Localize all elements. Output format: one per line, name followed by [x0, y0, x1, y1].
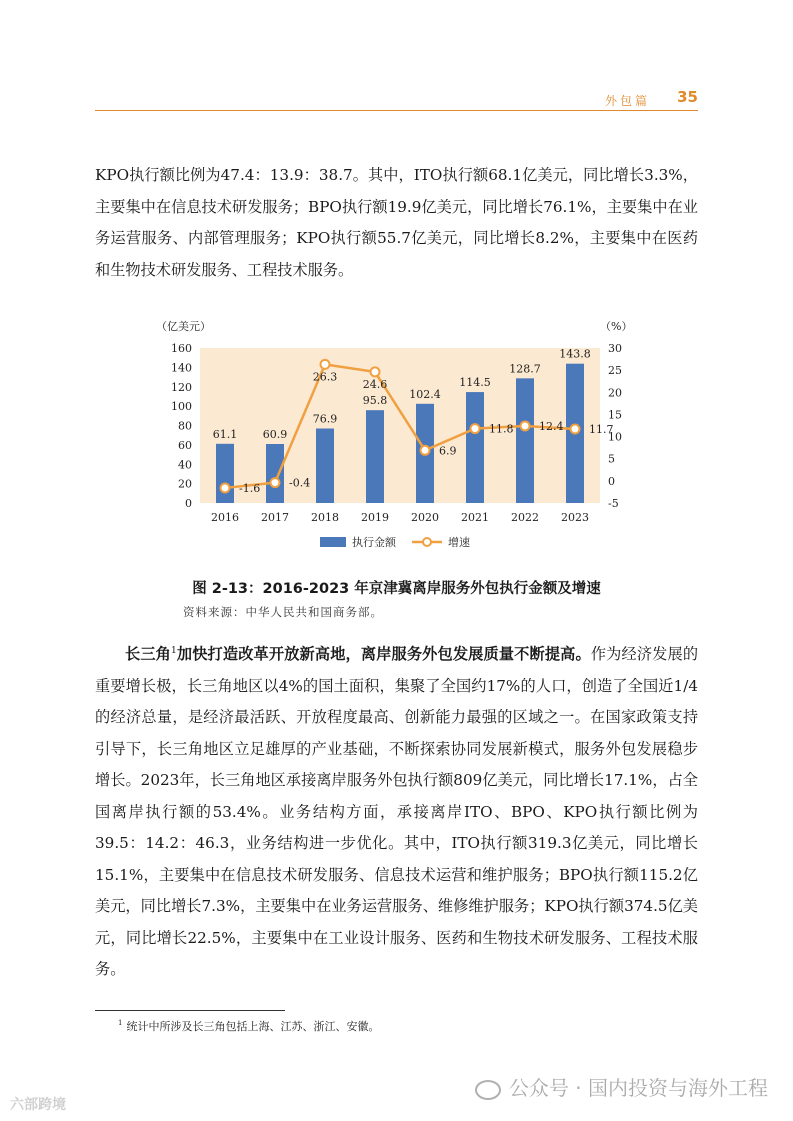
watermark-text: 公众号 · 国内投资与海外工程	[508, 1076, 768, 1100]
bar	[466, 392, 484, 503]
y-axis-right-title: （%）	[600, 320, 633, 333]
footnote	[118, 1018, 379, 1034]
bar-value-label: 128.7	[509, 362, 541, 376]
footnote-mark: 1	[118, 1019, 123, 1028]
growth-point	[321, 360, 330, 369]
y-left-tick-label: 40	[178, 458, 192, 472]
y-right-tick-label: 30	[608, 342, 622, 355]
footnote-divider	[95, 1010, 285, 1011]
x-tick-label: 2023	[561, 511, 589, 524]
bar-line-chart	[150, 318, 650, 563]
y-right-tick-label: 0	[608, 474, 615, 488]
growth-point	[371, 367, 380, 376]
x-tick-label: 2022	[511, 511, 539, 524]
growth-point	[221, 483, 230, 492]
growth-point	[471, 424, 480, 433]
y-right-tick-label: -5	[608, 497, 619, 510]
bold-lead: 长三角	[125, 645, 171, 664]
x-tick-label: 2016	[211, 511, 239, 524]
growth-value-label: 6.9	[439, 444, 457, 458]
y-left-tick-label: 140	[171, 361, 192, 375]
bar-value-label: 60.9	[262, 428, 288, 442]
y-right-tick-label: 5	[608, 452, 615, 466]
growth-point	[521, 421, 530, 430]
legend-line-marker	[423, 538, 431, 546]
bar	[366, 410, 384, 503]
y-right-tick-label: 15	[608, 408, 622, 422]
page-number: 35	[677, 88, 698, 106]
legend-bar-label: 执行金额	[352, 536, 396, 549]
footnote-text: 统计中所涉及长三角包括上海、江苏、浙江、安徽。	[126, 1020, 380, 1033]
header-section-title: 外包篇	[604, 94, 650, 108]
footnote-ref[interactable]: 1	[171, 646, 177, 656]
y-left-tick-label: 100	[171, 400, 192, 414]
growth-value-label: -0.4	[289, 476, 311, 490]
growth-value-label: 11.7	[589, 423, 614, 437]
growth-point	[571, 425, 580, 434]
figure-caption: 图 2-13：2016-2023 年京津冀离岸服务外包执行金额及增速	[192, 581, 601, 597]
bar	[516, 378, 534, 503]
wechat-icon	[475, 1080, 501, 1100]
x-tick-label: 2020	[411, 511, 439, 524]
bar-value-label: 143.8	[559, 347, 591, 361]
y-left-tick-label: 160	[171, 342, 192, 355]
watermark-corner: 六部跨境	[10, 1097, 66, 1113]
y-right-tick-label: 20	[608, 386, 622, 400]
legend-bar-swatch	[320, 537, 346, 547]
bold-lead-rest: 加快打造改革开放新高地，离岸服务外包发展质量不断提高。	[176, 645, 591, 664]
chart	[150, 318, 650, 563]
y-right-tick-label: 25	[608, 364, 622, 378]
y-left-tick-label: 0	[185, 497, 192, 510]
bar-value-label: 76.9	[312, 412, 338, 426]
paragraph-body: 作为经济发展的重要增长极，长三角地区以4%的国土面积，集聚了全国约17%的人口，创造了全国近1/4的经济总量，是经济最活跃、开放程度最高、创新能力最强的区域之一。在国家政策支持引导下，长三角地区立足雄厚的产业基础，不断探索协同发展新模式，服务外包发展稳步增长。2023年，长三角地区承接离岸服务外包执行额809亿美元，同比增长17.1%，占全国离岸执行额的53.4%。业务结构方面，承接离岸ITO、BPO、KPO执行额比例为39.5：14.2：46.3，业务结构进一步优化。其中，ITO执行额319.3亿美元，同比增长15.1%，主要集中在信息技术研发服务、信息技术运营和维护服务；BPO执行额115.2亿美元，同比增长7.3%，主要集中在业务运营服务、维修维护服务；KPO执行额374.5亿美元，同比增长22.5%，主要集中在工业设计服务、医药和生物技术研发服务、工程技术服务。	[95, 645, 699, 979]
x-tick-label: 2021	[461, 511, 489, 524]
y-left-tick-label: 60	[178, 438, 192, 452]
y-right-tick-label: 10	[608, 430, 622, 444]
figure-source: 资料来源：中华人民共和国商务部。	[183, 605, 383, 619]
legend-line-label: 增速	[448, 536, 470, 549]
y-left-tick-label: 120	[171, 380, 192, 394]
watermark-wechat	[475, 1072, 768, 1101]
growth-value-label: 24.6	[362, 377, 388, 391]
bar	[316, 429, 334, 503]
growth-value-label: -1.6	[239, 481, 261, 495]
body-paragraph-2	[95, 636, 698, 986]
growth-value-label: 11.8	[489, 422, 514, 436]
bar-value-label: 102.4	[409, 387, 441, 401]
growth-point	[271, 478, 280, 487]
bar-value-label: 95.8	[362, 394, 388, 408]
growth-value-label: 26.3	[312, 370, 338, 384]
x-tick-label: 2017	[261, 511, 289, 524]
y-left-tick-label: 20	[178, 477, 192, 491]
bar-value-label: 61.1	[212, 427, 238, 441]
bar	[216, 444, 234, 503]
x-tick-label: 2018	[311, 511, 339, 524]
y-axis-left-title: （亿美元）	[156, 320, 211, 333]
body-paragraph-1: KPO执行额比例为47.4：13.9：38.7。其中，ITO执行额68.1亿美元，同比增长3.3%，主要集中在信息技术研发服务；BPO执行额19.9亿美元，同比增长76.1%，主要集中在业务运营服务、内部管理服务；KPO执行额55.7亿美元，同比增长8.2%，主要集中在医药和生物技术研发服务、工程技术服务。	[95, 166, 698, 279]
page-header	[95, 88, 698, 111]
bar-value-label: 114.5	[459, 376, 491, 390]
y-left-tick-label: 80	[178, 419, 192, 433]
bar	[266, 444, 284, 503]
growth-value-label: 12.4	[539, 419, 564, 433]
x-tick-label: 2019	[361, 511, 389, 524]
growth-point	[421, 446, 430, 455]
